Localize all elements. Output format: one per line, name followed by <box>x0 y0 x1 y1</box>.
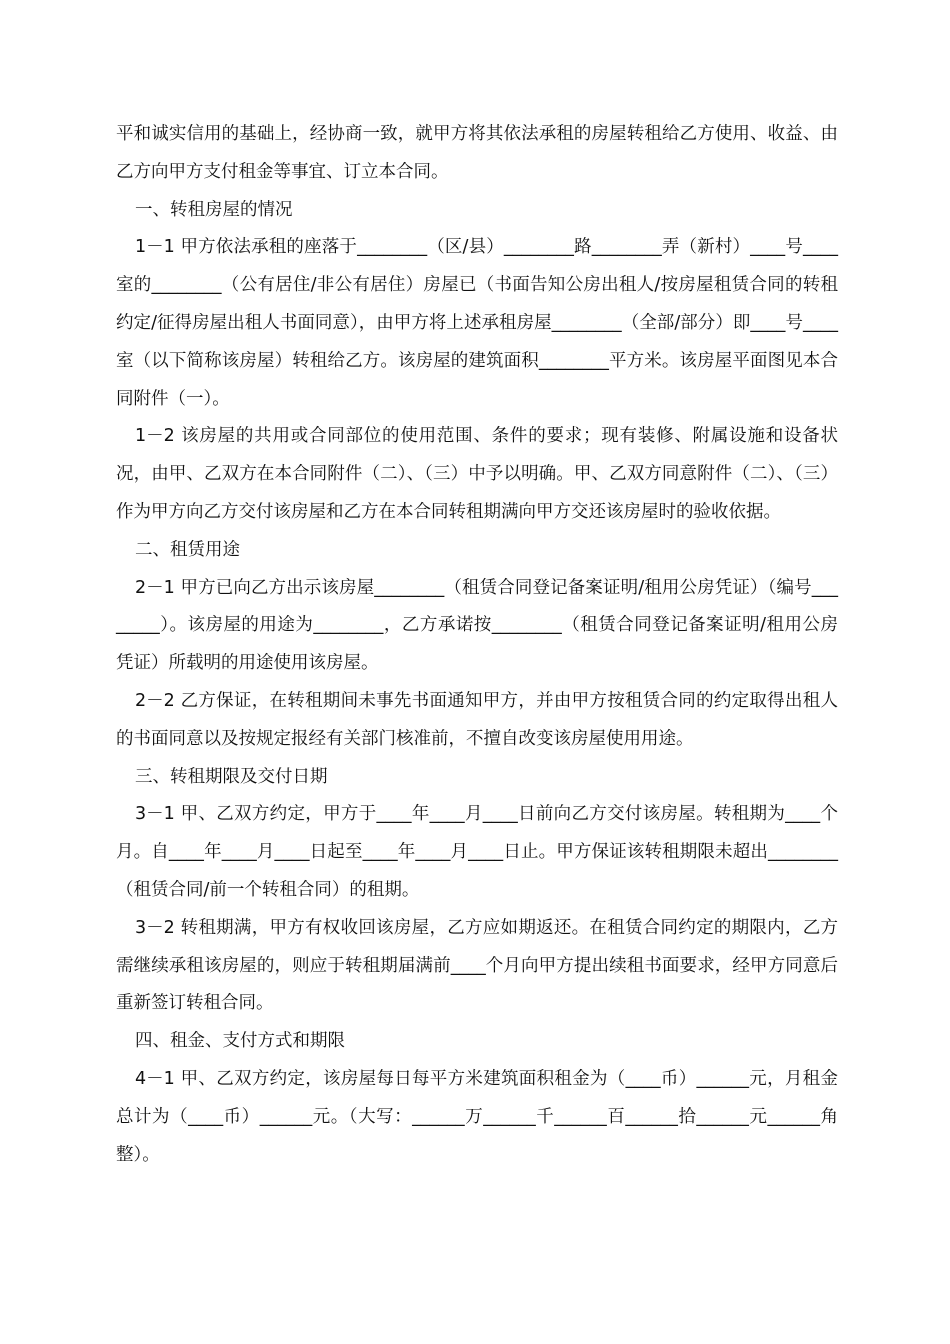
intro-paragraph: 平和诚实信用的基础上，经协商一致，就甲方将其依法承租的房屋转租给乙方使用、收益、由乙方向甲方支付租金等事宜、订立本合同。 <box>116 124 838 182</box>
clause-1-1: 1－1 甲方依法承租的座落于________（区/县）________路________弄（新村）____号____室的________（公有居住/非公有居住）房屋已（书面告知公房出租人/按房屋租赁合同的转租约定/征得房屋出租人书面同意），由甲方将上述承租房屋________（全部/部分）即____号____室（以下简称该房屋）转租给乙方。该房屋的建筑面积________平方米。该房屋平面图见本合同附件（一）。 <box>116 237 838 409</box>
clause-2-2: 2－2 乙方保证，在转租期间未事先书面通知甲方，并由甲方按租赁合同的约定取得出租人的书面同意以及按规定报经有关部门核准前，不擅自改变该房屋使用用途。 <box>116 690 838 749</box>
section-heading-4: 四、租金、支付方式和期限 <box>135 1031 345 1052</box>
clause-2-1: 2－1 甲方已向乙方出示该房屋________（租赁合同登记备案证明/租用公房凭证）（编号________）。该房屋的用途为________，乙方承诺按________（租赁合同登记备案证明/租用公房凭证）所载明的用途使用该房屋。 <box>116 577 838 674</box>
clause-4-1: 4－1 甲、乙双方约定，该房屋每日每平方米建筑面积租金为（____币）______元，月租金总计为（____币）______元。（大写：______万______千______百______拾______元______角整）。 <box>116 1068 838 1165</box>
section-heading-1: 一、转租房屋的情况 <box>135 199 293 220</box>
clause-3-1: 3－1 甲、乙双方约定，甲方于____年____月____日前向乙方交付该房屋。转租期为____个月。自____年____月____日起至____年____月____日止。甲方保证该转租期限未超出________（租赁合同/前一个转租合同）的租期。 <box>116 804 838 900</box>
section-heading-2: 二、租赁用途 <box>135 539 240 560</box>
contract-body <box>116 116 838 1174</box>
clause-1-2: 1－2 该房屋的共用或合同部位的使用范围、条件的要求；现有装修、附属设施和设备状况，由甲、乙双方在本合同附件（二）、（三）中予以明确。甲、乙双方同意附件（二）、（三）作为甲方向乙方交付该房屋和乙方在本合同转租期满向甲方交还该房屋时的验收依据。 <box>116 426 838 522</box>
clause-3-2: 3－2 转租期满，甲方有权收回该房屋，乙方应如期返还。在租赁合同约定的期限内，乙方需继续承租该房屋的，则应于转租期届满前____个月向甲方提出续租书面要求，经甲方同意后重新签订转租合同。 <box>116 917 838 1014</box>
section-heading-3: 三、转租期限及交付日期 <box>135 766 328 787</box>
